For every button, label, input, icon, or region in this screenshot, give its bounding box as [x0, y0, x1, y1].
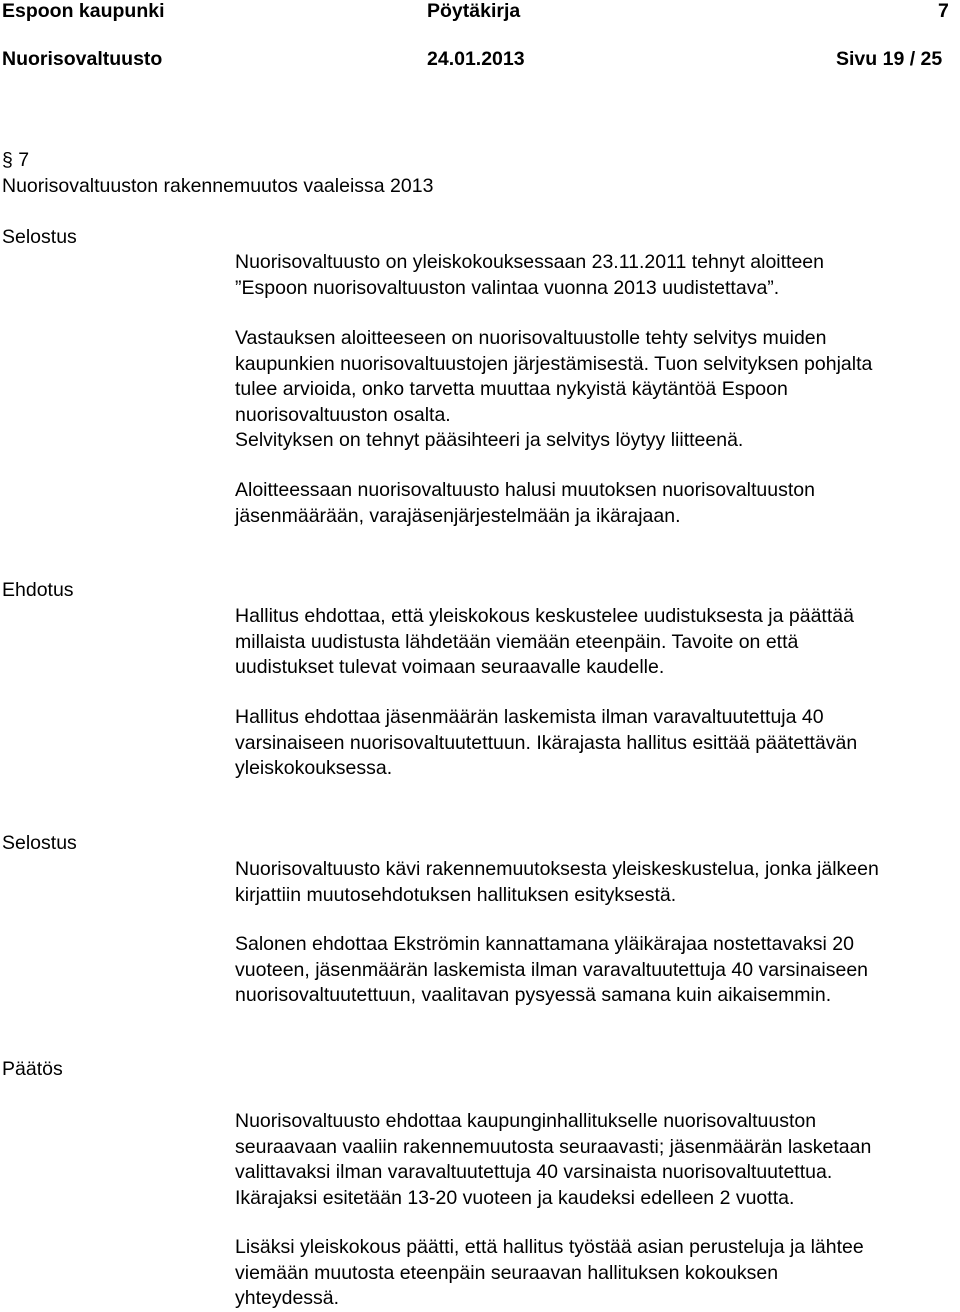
header-doc-type: Pöytäkirja: [427, 0, 521, 22]
paragraph: [235, 604, 960, 681]
paragraph: [235, 326, 960, 454]
section-label-ehdotus: Ehdotus: [2, 579, 74, 601]
text-line: Selvityksen on tehnyt pääsihteeri ja selvitys löytyy liitteenä.: [235, 429, 744, 451]
text-line: Nuorisovaltuusto ehdottaa kaupunginhallitukselle nuorisovaltuuston: [235, 1110, 817, 1132]
text-line: uudistukset tulevat voimaan seuraavalle kaudelle.: [235, 656, 665, 678]
text-line: valittavaksi ilman varavaltuutettuja 40 varsinaista nuorisovaltuutettua.: [235, 1161, 833, 1183]
paragraph: [235, 932, 960, 1009]
text-line: nuorisovaltuutettuun, vaalitavan pysyessä samana kuin aikaisemmin.: [235, 984, 832, 1006]
text-line: Vastauksen aloitteeseen on nuorisovaltuustolle tehty selvitys muiden: [235, 327, 827, 349]
text-line: millaista uudistusta lähdetään viemään eteenpäin. Tavoite on että: [235, 630, 799, 653]
item-title: Nuorisovaltuuston rakennemuutos vaaleissa 2013: [2, 175, 434, 197]
paragraph: [235, 478, 960, 529]
paragraph: [235, 1235, 960, 1312]
text-line: vuoteen, jäsenmäärän laskemista ilman varavaltuutettuja 40 varsinaiseen: [235, 958, 869, 981]
text-line: varsinaiseen nuorisovaltuutettuun. Ikärajasta hallitus esittää päätettävän: [235, 731, 858, 754]
text-line: Hallitus ehdottaa jäsenmäärän laskemista ilman varavaltuutettuja 40: [235, 706, 824, 728]
paragraph: [235, 705, 960, 782]
text-line: Nuorisovaltuusto on yleiskokouksessaan 23.11.2011 tehnyt aloitteen: [235, 251, 824, 273]
text-line: Ikärajaksi esitetään 13-20 vuoteen ja kaudeksi edelleen 2 vuotta.: [235, 1186, 795, 1209]
paragraph: [235, 1109, 960, 1211]
text-line: jäsenmäärään, varajäsenjärjestelmään ja ikärajaan.: [235, 504, 681, 527]
text-line: yleiskokouksessa.: [235, 757, 393, 779]
header-section-number: 7: [938, 0, 949, 22]
header-body: Nuorisovaltuusto: [2, 48, 163, 70]
header-city: Espoon kaupunki: [2, 0, 165, 22]
text-line: tulee arvioida, onko tarvetta muuttaa nykyistä käytäntöä Espoon: [235, 378, 788, 400]
section-label-selostus: Selostus: [2, 832, 77, 854]
text-line: kirjattiin muutosehdotuksen hallituksen esityksestä.: [235, 883, 677, 906]
section-symbol: §: [2, 149, 13, 171]
text-line: kaupunkien nuorisovaltuustojen järjestämisestä. Tuon selvityksen pohjalta: [235, 352, 873, 375]
text-line: seuraavaan vaaliin rakennemuutosta seuraavasti; jäsenmäärän lasketaan: [235, 1135, 872, 1158]
text-line: Aloitteessaan nuorisovaltuusto halusi muutoksen nuorisovaltuuston: [235, 479, 815, 501]
paragraph: [235, 857, 960, 908]
text-line: Nuorisovaltuusto kävi rakennemuutoksesta yleiskeskustelua, jonka jälkeen: [235, 858, 879, 880]
text-line: ”Espoon nuorisovaltuuston valintaa vuonna 2013 uudistettava”.: [235, 276, 780, 299]
item-number: [2, 148, 29, 174]
text-line: Salonen ehdottaa Ekströmin kannattamana yläikärajaa nostettavaksi 20: [235, 933, 854, 955]
section-label-paatos: Päätös: [2, 1058, 63, 1080]
header-page: Sivu 19 / 25: [836, 48, 943, 70]
text-line: yhteydessä.: [235, 1287, 340, 1309]
text-line: nuorisovaltuuston osalta.: [235, 403, 451, 426]
header-date: 24.01.2013: [427, 48, 525, 70]
text-line: Hallitus ehdottaa, että yleiskokous keskustelee uudistuksesta ja päättää: [235, 605, 854, 627]
section-label-selostus: Selostus: [2, 226, 77, 248]
text-line: Lisäksi yleiskokous päätti, että hallitus työstää asian perusteluja ja lähtee: [235, 1236, 864, 1258]
paragraph: [235, 250, 960, 301]
item-number-value: 7: [18, 149, 30, 171]
text-line: viemään muutosta eteenpäin seuraavan hallituksen kokouksen: [235, 1261, 779, 1284]
